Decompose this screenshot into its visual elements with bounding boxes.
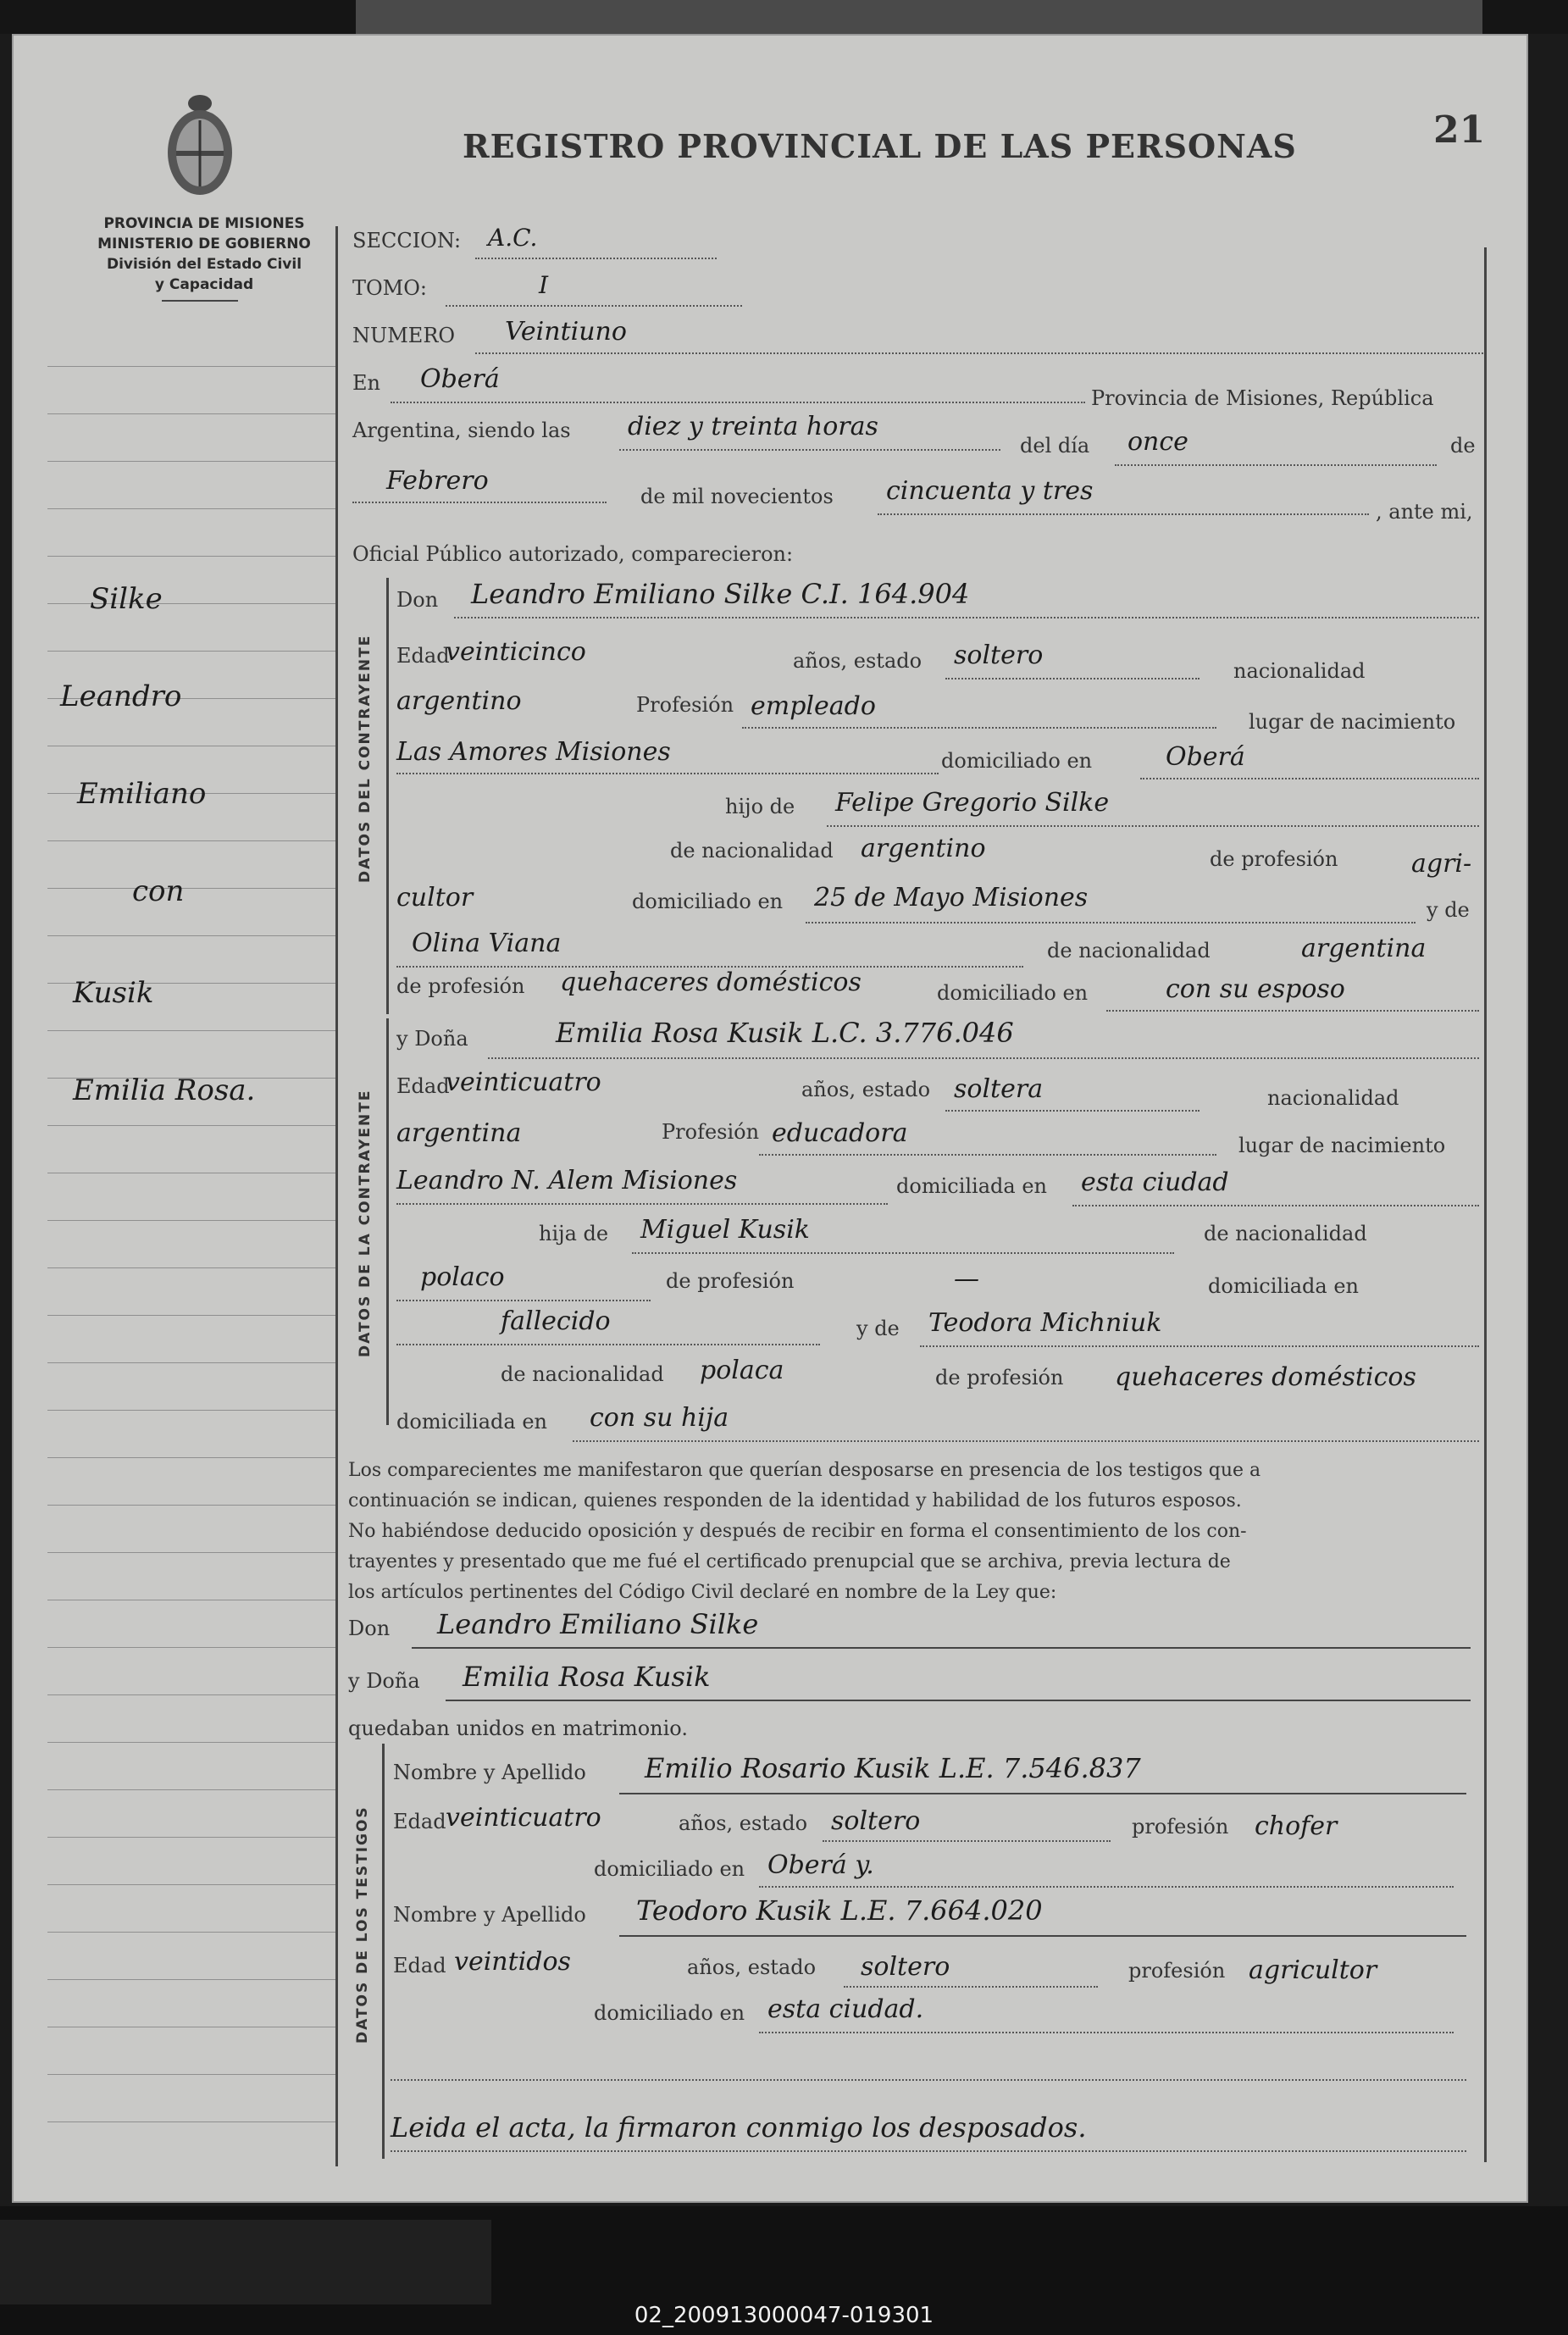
domiciliado-label: domiciliado en [937, 981, 1089, 1005]
t1-edad: veinticuatro [446, 1803, 601, 1833]
seccion-line [475, 258, 717, 259]
tomo-line [446, 305, 742, 307]
union-don-line [412, 1647, 1471, 1649]
declaration-line: continuación se indican, quienes responden de la identidad y habilidad de los futuros esposos. [348, 1490, 1242, 1511]
madre-novio-nac: argentina [1301, 934, 1427, 963]
lugar-label: lugar de nacimiento [1238, 1134, 1446, 1157]
novia-domicilio: esta ciudad [1081, 1168, 1229, 1197]
t2-anios-estado-label: años, estado [687, 1955, 817, 1979]
bottom-left-shadow [0, 2220, 491, 2304]
union-dona-value: Emilia Rosa Kusik [463, 1661, 711, 1693]
t1-edad-label: Edad [393, 1810, 446, 1833]
margin-rule [47, 1125, 335, 1126]
nacionalidad-label: nacionalidad [1233, 659, 1366, 683]
margin-rule [47, 1220, 335, 1221]
dia-line [1115, 464, 1437, 466]
margin-rule [47, 1457, 335, 1458]
margin-note: Emiliano [77, 777, 207, 811]
t1-dom: Oberá y. [767, 1850, 874, 1880]
mil-label: de mil novecientos [640, 485, 834, 508]
t2-prof: agricultor [1249, 1955, 1377, 1985]
margin-divider [335, 226, 338, 2166]
declaration-line: Los comparecientes me manifestaron que querían desposarse en presencia de los testigos que a [348, 1460, 1261, 1481]
novio-domicilio-line [1140, 778, 1479, 779]
margin-rule [47, 413, 335, 414]
novia-profesion: educadora [772, 1118, 908, 1148]
anios-estado-label: años, estado [793, 649, 923, 673]
edad-label: Edad [396, 644, 450, 668]
margin-rule [47, 2074, 335, 2075]
padre-novio-dom-line [806, 922, 1416, 923]
don-label: Don [396, 588, 439, 612]
margin-rule [47, 1505, 335, 1506]
page-title: REGISTRO PROVINCIAL DE LAS PERSONAS [463, 127, 1297, 165]
novio-profesion: empleado [751, 691, 876, 721]
argentina-text: Argentina, siendo las [352, 419, 571, 442]
union-dona-line [446, 1700, 1471, 1701]
union-closing: quedaban unidos en matrimonio. [348, 1717, 688, 1740]
margin-rule [47, 1742, 335, 1743]
padre-novia-nac: polaco [420, 1262, 505, 1292]
margin-rule [47, 888, 335, 889]
en-label: En [352, 371, 380, 395]
en-value: Oberá [420, 364, 500, 394]
ministry-line: y Capacidad [154, 276, 254, 293]
domiciliada-label: domiciliada en [396, 1410, 547, 1434]
madre-novia-prof: quehaceres domésticos [1115, 1362, 1416, 1392]
testigos-label: DATOS DE LOS TESTIGOS [354, 1805, 371, 2044]
contrayente-la-label: DATOS DE LA CONTRAYENTE [357, 1089, 374, 1357]
t2-estado-line [844, 1986, 1098, 1988]
madre-novia-line [920, 1345, 1479, 1347]
domiciliada-label: domiciliada en [896, 1174, 1047, 1198]
lugar-label: lugar de nacimiento [1249, 710, 1456, 734]
margin-rule [47, 2121, 335, 2122]
profesion-label: Profesión [662, 1120, 760, 1144]
margin-rule [47, 651, 335, 652]
numero-line [475, 352, 1483, 354]
t1-nombre-line [619, 1793, 1466, 1794]
t1-prof: chofer [1255, 1811, 1338, 1841]
t2-estado: soltero [861, 1952, 950, 1982]
novia-estado: soltera [954, 1074, 1044, 1104]
novia-profesion-line [759, 1154, 1216, 1156]
final-note-line [391, 2150, 1466, 2152]
margin-rule [47, 1267, 335, 1268]
novia-estado-line [945, 1110, 1200, 1112]
page-number: 21 [1433, 108, 1486, 152]
de-profesion-label: de profesión [1210, 847, 1338, 871]
y-de-label: y de [1427, 898, 1470, 922]
novio-nombre-line [454, 617, 1479, 618]
domiciliado-label: domiciliado en [632, 890, 784, 913]
padre-novio-prof-cont: cultor [396, 883, 474, 912]
en-line [391, 402, 1085, 403]
tomo-label: TOMO: [352, 276, 428, 300]
t2-nombre-line [619, 1935, 1466, 1937]
novio-nacionalidad: argentino [396, 686, 522, 716]
margin-note: con [132, 874, 185, 908]
hija-label: hija de [539, 1222, 609, 1245]
y-de-label: y de [856, 1317, 900, 1340]
ministry-line: PROVINCIA DE MISIONES [103, 215, 305, 232]
margin-rule [47, 366, 335, 367]
padre-novia-dom: fallecido [501, 1306, 611, 1336]
oficial-text: Oficial Público autorizado, comparecieron: [352, 542, 794, 566]
madre-novio-dom: con su esposo [1166, 974, 1345, 1004]
t2-edad-label: Edad [393, 1954, 446, 1977]
nacionalidad-label: nacionalidad [1267, 1086, 1399, 1110]
de-profesion-label: de profesión [935, 1366, 1064, 1389]
margin-rule [47, 1315, 335, 1316]
padre-novio: Felipe Gregorio Silke [835, 788, 1110, 818]
padre-novia-prof: — [954, 1264, 979, 1294]
t2-dom: esta ciudad. [767, 1994, 924, 2024]
margin-rule [47, 1647, 335, 1648]
ministry-line: División del Estado Civil [106, 256, 302, 273]
margin-note: Silke [90, 582, 163, 616]
declaration-line: los artículos pertinentes del Código Civil declaré en nombre de la Ley que: [348, 1582, 1057, 1603]
margin-rule [47, 1410, 335, 1411]
margin-rule [47, 1837, 335, 1838]
dia-value: once [1128, 427, 1188, 457]
domiciliado-label: domiciliado en [941, 749, 1093, 773]
provincia-text: Provincia de Misiones, República [1091, 386, 1434, 410]
t2-edad: veintidos [454, 1947, 571, 1977]
t1-domiciliado-label: domiciliado en [594, 1857, 745, 1881]
t1-nombre-label: Nombre y Apellido [393, 1761, 586, 1784]
novia-lugar: Leandro N. Alem Misiones [396, 1166, 738, 1195]
novia-lugar-line [396, 1203, 888, 1205]
dona-label: y Doña [396, 1027, 468, 1051]
hora-line [619, 449, 1000, 451]
margin-rule [47, 461, 335, 462]
margin-rule [47, 1362, 335, 1363]
padre-novio-prof: agri- [1411, 849, 1472, 879]
madre-novia: Teodora Michniuk [928, 1308, 1162, 1338]
right-border [1484, 247, 1487, 2162]
t1-nombre: Emilio Rosario Kusik L.E. 7.546.837 [645, 1752, 1141, 1784]
blank-line [391, 2079, 1466, 2081]
madre-novia-dom: con su hija [590, 1403, 729, 1433]
novio-profesion-line [742, 727, 1216, 729]
top-adjacent-page [356, 0, 1482, 37]
ante-label: , ante mi, [1376, 500, 1473, 524]
numero-label: NUMERO [352, 324, 456, 347]
de-label: de [1450, 434, 1476, 458]
margin-note: Leandro [60, 679, 182, 713]
t1-anios-estado-label: años, estado [679, 1811, 808, 1835]
tomo-value: I [539, 271, 549, 299]
novia-nombre-line [488, 1057, 1479, 1059]
contrayente-el-label: DATOS DEL CONTRAYENTE [357, 634, 374, 883]
anios-estado-label: años, estado [801, 1078, 931, 1101]
novio-nombre: Leandro Emiliano Silke C.I. 164.904 [471, 578, 970, 610]
t2-domiciliado-label: domiciliado en [594, 2001, 745, 2025]
hijo-label: hijo de [725, 795, 795, 818]
padre-novia: Miguel Kusik [640, 1215, 810, 1245]
margin-rule [47, 1030, 335, 1031]
madre-novio-dom-line [1106, 1010, 1479, 1012]
union-dona-label: y Doña [348, 1669, 420, 1693]
anio-value: cincuenta y tres [886, 476, 1094, 506]
seccion-value: A.C. [488, 224, 538, 252]
edad-label: Edad [396, 1074, 450, 1098]
margin-rule [47, 840, 335, 841]
margin-rule [47, 1552, 335, 1553]
de-nacionalidad-label: de nacionalidad [501, 1362, 664, 1386]
margin-rule [47, 556, 335, 557]
margin-rule [47, 935, 335, 936]
novio-domicilio: Oberá [1166, 742, 1245, 772]
margin-rule [47, 508, 335, 509]
t1-estado: soltero [831, 1806, 921, 1836]
de-profesion-label: de profesión [396, 974, 525, 998]
madre-novia-dom-line [573, 1440, 1479, 1442]
union-don-value: Leandro Emiliano Silke [437, 1608, 759, 1640]
declaration-paragraph [348, 1456, 1483, 1608]
de-nacionalidad-label: de nacionalidad [1047, 939, 1211, 962]
final-note: Leida el acta, la firmaron conmigo los desposados. [391, 2111, 1087, 2144]
novio-estado: soltero [954, 641, 1044, 670]
t2-profesion-label: profesión [1128, 1959, 1226, 1983]
numero-value: Veintiuno [505, 317, 627, 347]
margin-note: Emilia Rosa. [73, 1073, 256, 1107]
novia-domicilio-line [1072, 1205, 1479, 1206]
filename-caption: 02_200913000047-019301 [634, 2303, 934, 2328]
coat-of-arms-icon [158, 86, 242, 214]
anio-line [878, 513, 1369, 515]
de-nacionalidad-label: de nacionalidad [670, 839, 834, 862]
novia-nacionalidad: argentina [396, 1118, 522, 1148]
margin-rule [47, 1694, 335, 1695]
novia-nombre: Emilia Rosa Kusik L.C. 3.776.046 [556, 1017, 1014, 1049]
mes-value: Febrero [386, 466, 489, 496]
margin-rule [47, 1932, 335, 1933]
madre-novio-prof: quehaceres domésticos [560, 968, 862, 997]
padre-novia-nac-line [396, 1300, 651, 1301]
de-nacionalidad-label: de nacionalidad [1204, 1222, 1367, 1245]
hora-value: diez y treinta horas [628, 412, 878, 441]
ministry-block [64, 214, 344, 295]
t1-dom-line [759, 1886, 1454, 1888]
seccion-label: SECCION: [352, 229, 462, 252]
document-page [12, 34, 1528, 2203]
padre-novio-line [827, 825, 1479, 827]
novia-edad: veinticuatro [446, 1068, 601, 1097]
testigos-divider [382, 1744, 385, 2159]
profesion-label: Profesión [636, 693, 734, 717]
declaration-line: No habiéndose deducido oposición y después de recibir en forma el consentimiento de los con- [348, 1521, 1247, 1542]
de-profesion-label: de profesión [666, 1269, 795, 1293]
padre-novia-dom-line [396, 1344, 820, 1345]
union-don-label: Don [348, 1617, 391, 1640]
padre-novio-nac: argentino [861, 834, 986, 863]
madre-novio: Olina Viana [412, 929, 562, 958]
declaration-line: trayentes y presentado que me fué el certificado prenupcial que se archiva, previa lectura de [348, 1551, 1231, 1572]
t2-nombre: Teodoro Kusik L.E. 7.664.020 [636, 1894, 1043, 1927]
t1-estado-line [823, 1840, 1111, 1842]
t2-nombre-label: Nombre y Apellido [393, 1903, 586, 1927]
margin-rule [47, 1979, 335, 1980]
madre-novia-nac: polaca [700, 1356, 784, 1385]
novio-lugar: Las Amores Misiones [396, 737, 671, 767]
margin-rule [47, 1789, 335, 1790]
margin-rule [47, 1884, 335, 1885]
del-dia-label: del día [1020, 434, 1090, 458]
novio-edad: veinticinco [446, 637, 586, 667]
contrayente-la-divider [386, 1018, 389, 1425]
domiciliada-en-label: domiciliada en [1208, 1274, 1359, 1298]
padre-novio-dom: 25 de Mayo Misiones [814, 883, 1089, 912]
novio-lugar-line [396, 773, 939, 774]
contrayente-el-divider [386, 578, 389, 1014]
t2-dom-line [759, 2032, 1454, 2033]
padre-novia-line [632, 1252, 1174, 1254]
margin-note: Kusik [73, 976, 154, 1010]
t1-profesion-label: profesión [1132, 1815, 1229, 1839]
ministry-underline [162, 300, 238, 302]
novio-estado-line [945, 678, 1200, 679]
mes-line [352, 502, 607, 503]
ministry-line: MINISTERIO DE GOBIERNO [97, 236, 311, 252]
